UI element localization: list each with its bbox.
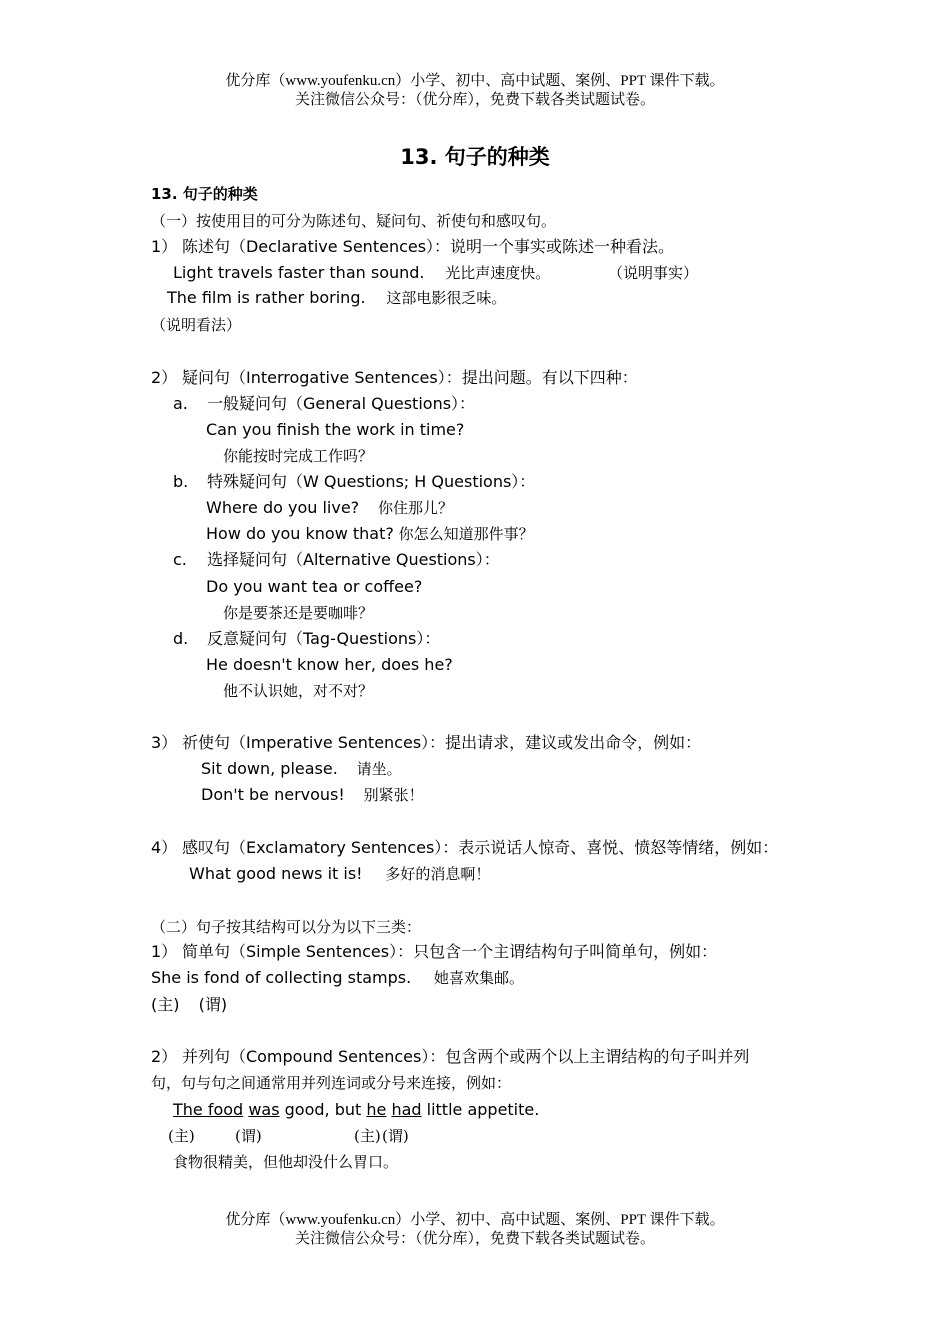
special-questions-heading: [173, 472, 535, 492]
example-english: Light travels faster than sound.: [173, 263, 425, 282]
example-chinese: 多好的消息啊！: [385, 865, 491, 883]
item-number: 2）: [151, 1047, 178, 1066]
document-title: 13. 句子的种类: [400, 145, 550, 169]
example-english: How do you know that?: [206, 524, 394, 543]
example-text: good, but: [279, 1100, 367, 1119]
underlined-predicate: had: [391, 1100, 422, 1119]
compound-heading: [151, 1047, 749, 1067]
header-line-1: 优分库（www.youfenku.cn）小学、初中、高中试题、案例、PPT 课件下载。: [225, 73, 725, 89]
part2-intro: （二）句子按其结构可以分为以下三类：: [151, 918, 422, 936]
example-chinese: 他不认识她，对不对？: [223, 682, 374, 700]
compound-predicate-marker-1: (谓): [235, 1127, 262, 1145]
sub-head-text: 选择疑问句（Alternative Questions）：: [207, 550, 500, 569]
simple-example: [151, 968, 524, 988]
section-heading: 13. 句子的种类: [151, 185, 258, 203]
compound-head-text: 并列句（Compound Sentences）：包含两个或两个以上主谓结构的句子叫并列: [181, 1047, 750, 1066]
footer-line-2: 关注微信公众号：（优分库），免费下载各类试题试卷。: [294, 1231, 655, 1247]
header-line-2: 关注微信公众号：（优分库），免费下载各类试题试卷。: [294, 92, 655, 108]
example-chinese: 光比声速度快。: [445, 264, 551, 282]
example-english: Can you finish the work in time?: [206, 420, 465, 439]
example-english: Where do you live?: [206, 498, 360, 517]
simple-head-text: 简单句（Simple Sentences）：只包含一个主谓结构句子叫简单句，例如：: [181, 942, 718, 961]
imperative-head-text: 祈使句（Imperative Sentences）：提出请求，建议或发出命令，例如：: [181, 733, 702, 752]
example-note: （说明看法）: [151, 316, 242, 334]
declarative-head-text: 陈述句（Declarative Sentences）：说明一个事实或陈述一种看法。: [181, 237, 675, 256]
simple-markers: [151, 995, 227, 1015]
example-text: little appetite.: [421, 1100, 540, 1119]
underlined-subject: The food: [173, 1100, 244, 1119]
subject-marker: (主): [151, 995, 180, 1014]
compound-predicate-marker-2: (谓): [382, 1127, 409, 1145]
underlined-subject: he: [366, 1100, 387, 1119]
example-chinese: 你是要茶还是要咖啡？: [223, 604, 374, 622]
item-number: 1）: [151, 942, 178, 961]
predicate-marker: (谓): [198, 995, 228, 1014]
compound-subject-marker-2: (主): [354, 1127, 381, 1145]
sub-head-text: 特殊疑问句（W Questions; H Questions）：: [207, 472, 536, 491]
example-english: He doesn't know her, does he?: [206, 655, 453, 674]
sub-head-text: 反意疑问句（Tag-Questions）：: [207, 629, 441, 648]
example-english: Do you want tea or coffee?: [206, 577, 423, 596]
footer-line-1: 优分库（www.youfenku.cn）小学、初中、高中试题、案例、PPT 课件下载。: [225, 1212, 725, 1228]
example-chinese: 别紧张！: [363, 786, 424, 804]
exclamatory-example: [189, 864, 490, 884]
tag-questions-heading: [173, 629, 440, 649]
special-example-1: [206, 498, 453, 518]
example-chinese: 你怎么知道那件事？: [398, 525, 534, 543]
item-number: 3）: [151, 733, 178, 752]
sub-label: a.: [173, 394, 188, 413]
interrogative-head-text: 疑问句（Interrogative Sentences）：提出问题。有以下四种：: [181, 368, 638, 387]
interrogative-heading: [151, 368, 638, 388]
sub-head-text: 一般疑问句（General Questions）：: [207, 394, 476, 413]
sub-label: c.: [173, 550, 187, 569]
part1-intro: （一）按使用目的可分为陈述句、疑问句、祈使句和感叹句。: [151, 212, 557, 230]
example-chinese: 你能按时完成工作吗？: [223, 447, 374, 465]
example-english: Sit down, please.: [201, 759, 338, 778]
exclamatory-heading: [151, 838, 778, 858]
general-questions-heading: [173, 394, 475, 414]
item-number: 2）: [151, 368, 178, 387]
underlined-predicate: was: [248, 1100, 280, 1119]
imperative-example-2: [201, 785, 424, 805]
sub-label: b.: [173, 472, 189, 491]
simple-heading: [151, 942, 717, 962]
example-english: She is fond of collecting stamps.: [151, 968, 412, 987]
sub-label: d.: [173, 629, 189, 648]
imperative-example-1: [201, 759, 402, 779]
declarative-example-2: [167, 288, 506, 308]
compound-example-chinese: 食物很精美，但他却没什么胃口。: [173, 1153, 399, 1171]
exclamatory-head-text: 感叹句（Exclamatory Sentences）：表示说话人惊奇、喜悦、愤怒等情绪，例如：: [181, 838, 779, 857]
page-header: [0, 72, 950, 110]
compound-subject-marker-1: (主): [168, 1127, 195, 1145]
compound-head-continued: 句，句与句之间通常用并列连词或分号来连接，例如：: [151, 1074, 512, 1092]
alternative-questions-heading: [173, 550, 500, 570]
example-english: The film is rather boring.: [167, 288, 366, 307]
declarative-heading: [151, 237, 674, 257]
example-chinese: 你住那儿？: [377, 499, 453, 517]
compound-example: [173, 1100, 539, 1120]
item-number: 1）: [151, 237, 178, 256]
example-english: What good news it is!: [189, 864, 363, 883]
imperative-heading: [151, 733, 701, 753]
page-footer: [0, 1211, 950, 1249]
example-chinese: 这部电影很乏味。: [386, 289, 507, 307]
example-english: Don't be nervous!: [201, 785, 345, 804]
example-chinese: 她喜欢集邮。: [433, 969, 524, 987]
example-note: （说明事实）: [608, 264, 699, 282]
item-number: 4）: [151, 838, 178, 857]
special-example-2: [206, 524, 534, 544]
declarative-example-1: [173, 263, 550, 283]
example-chinese: 请坐。: [356, 760, 402, 778]
